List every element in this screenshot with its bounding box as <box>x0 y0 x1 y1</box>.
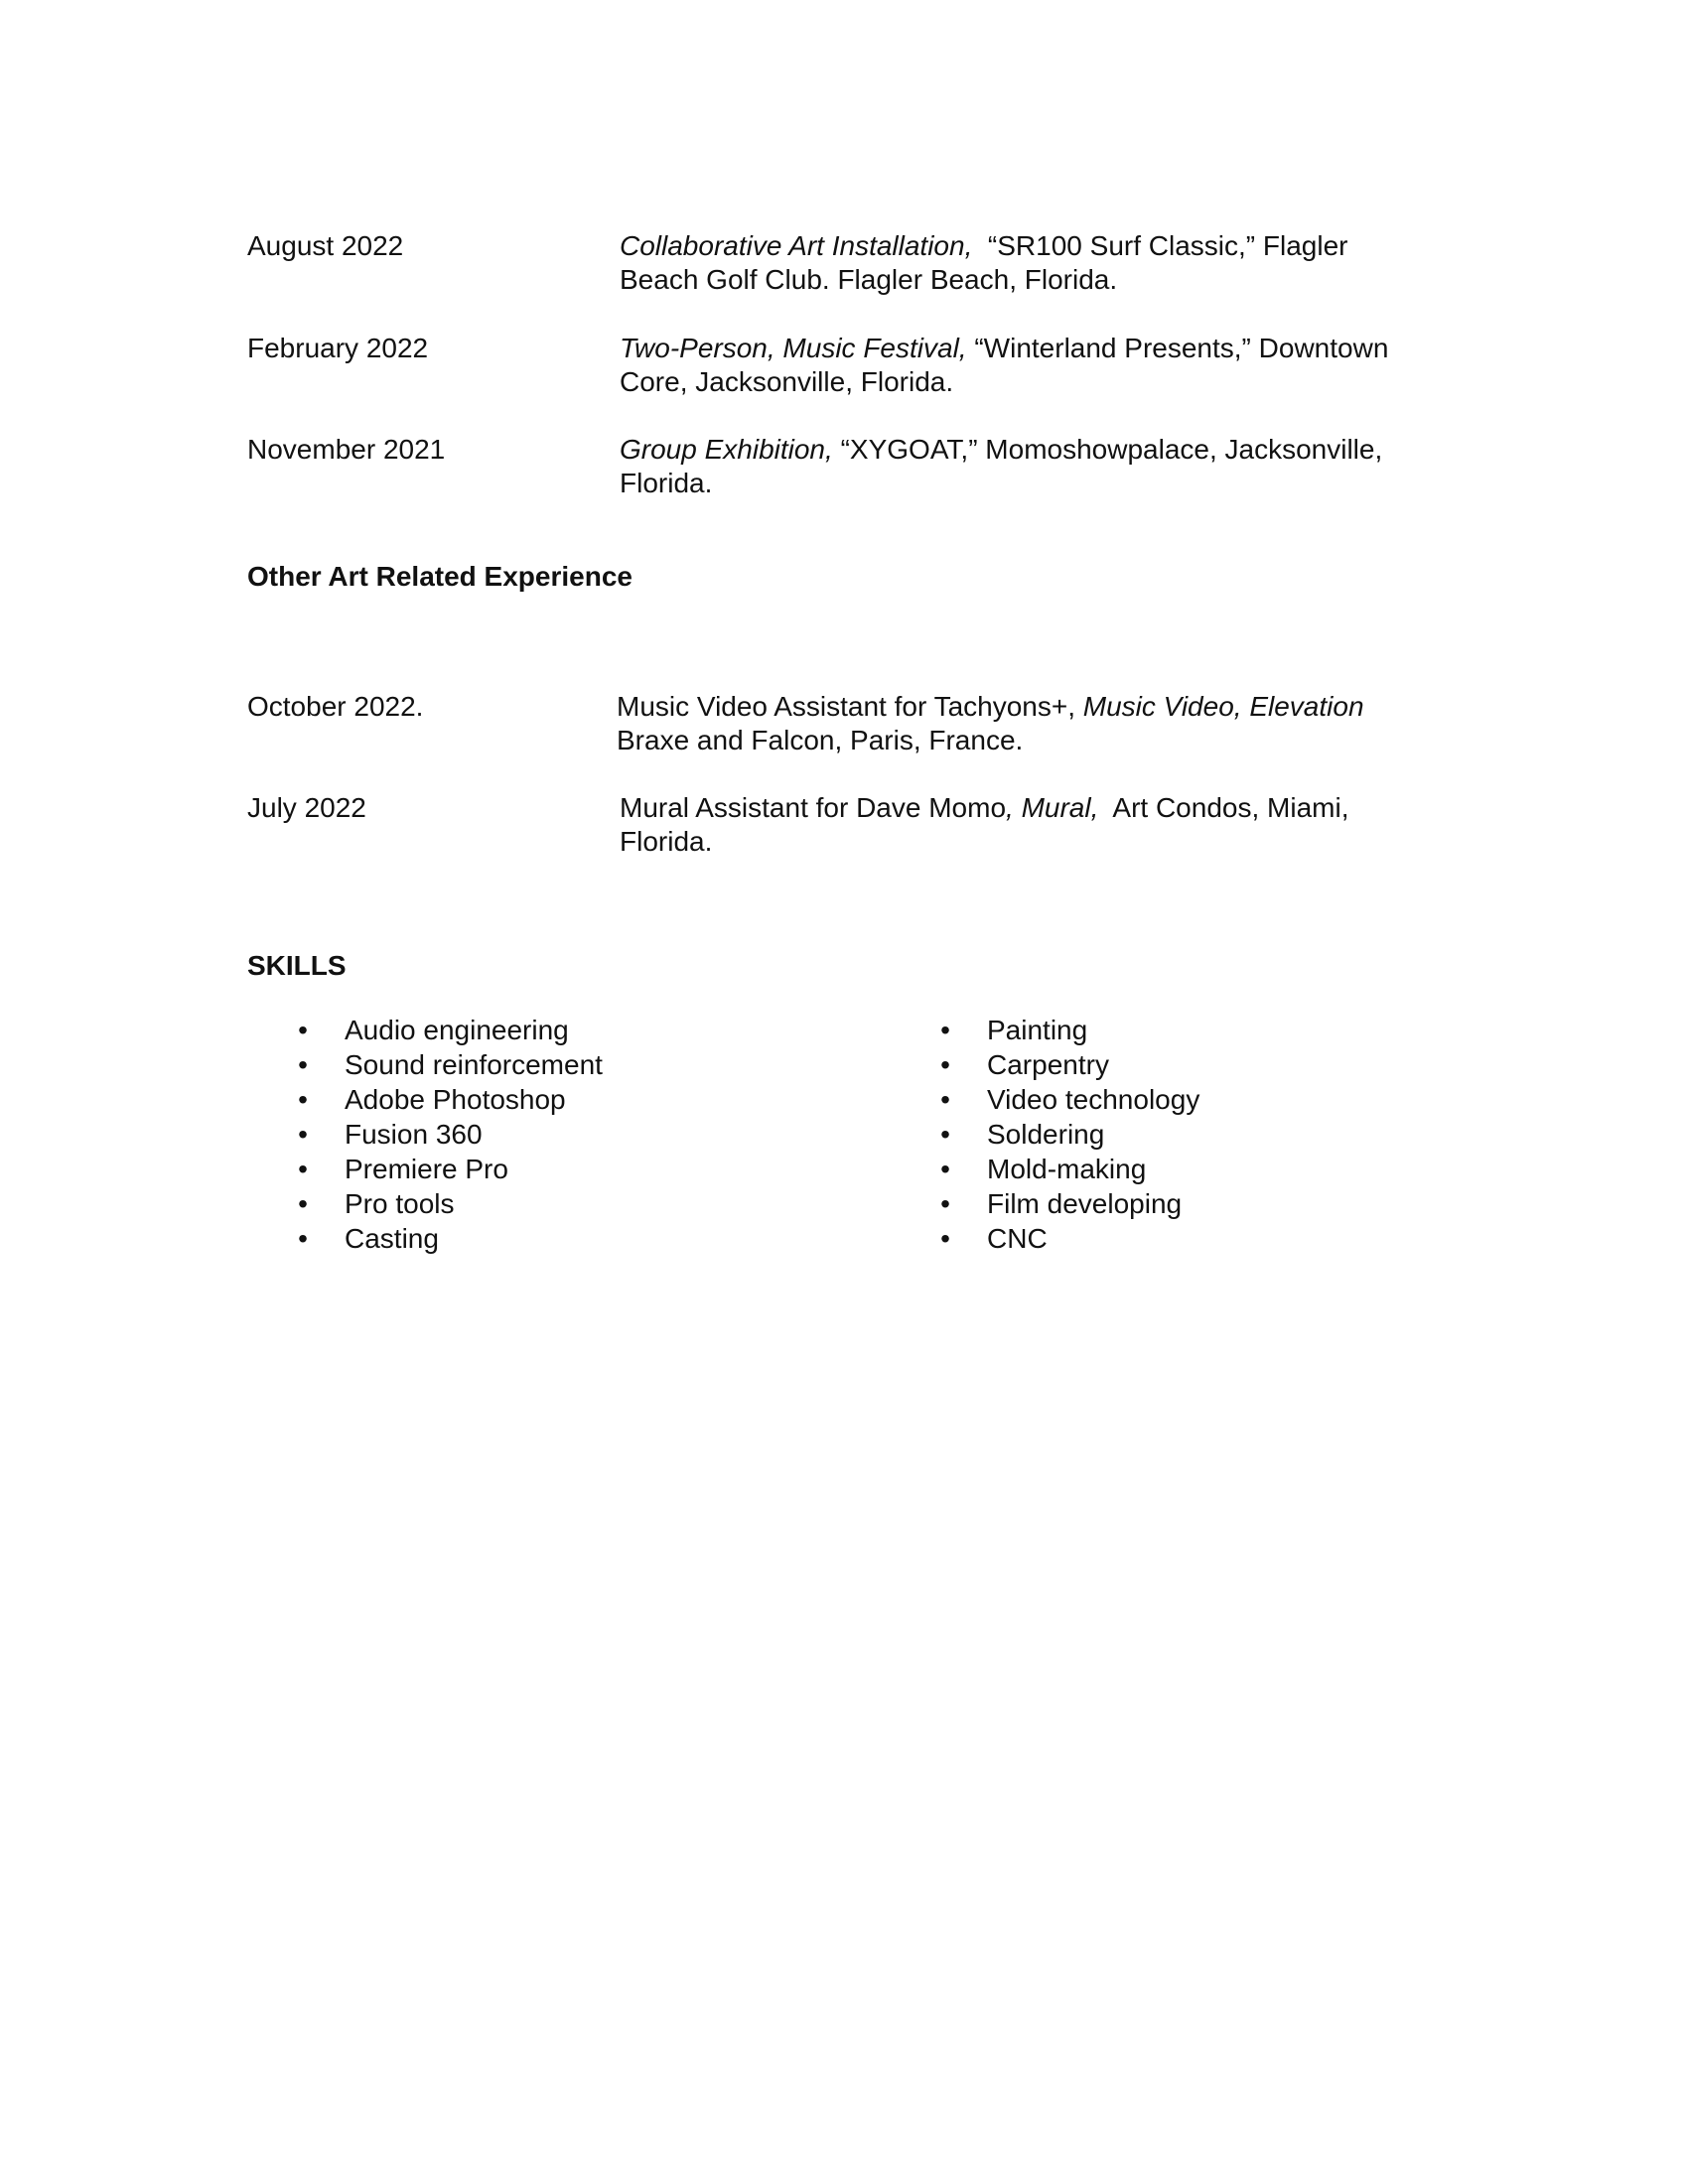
entry-role: Mural Assistant for Dave Momo <box>620 792 1007 823</box>
skill-item <box>293 1082 603 1117</box>
skill-item <box>293 1047 603 1082</box>
skill-label: Premiere Pro <box>345 1154 508 1184</box>
skill-item <box>935 1082 1199 1117</box>
bullet-icon: • <box>940 1049 950 1080</box>
skill-label: Mold-making <box>987 1154 1147 1184</box>
entry-details: Art Condos, Miami, Florida. <box>620 792 1357 857</box>
skills-heading: SKILLS <box>247 950 347 981</box>
bullet-icon: • <box>940 1119 950 1150</box>
skill-label: Adobe Photoshop <box>345 1084 566 1115</box>
entry-date: October 2022. <box>247 691 424 722</box>
entry-project: , Mural, <box>1006 792 1099 823</box>
skill-item <box>293 1013 603 1047</box>
skill-label: CNC <box>987 1223 1048 1254</box>
skill-item <box>935 1152 1199 1186</box>
entry-description <box>620 332 1434 399</box>
entry-type: Two-Person, Music Festival, <box>620 333 967 363</box>
other-experience-heading: Other Art Related Experience <box>247 561 633 592</box>
bullet-icon: • <box>940 1015 950 1045</box>
skills-list-right <box>935 1013 1199 1256</box>
entry-description <box>620 433 1434 500</box>
skill-item <box>293 1186 603 1221</box>
skill-label: Casting <box>345 1223 439 1254</box>
entry-details: “XYGOAT,” Momoshowpalace, Jacksonville, Florida. <box>620 434 1383 498</box>
skill-item <box>935 1013 1199 1047</box>
skill-label: Carpentry <box>987 1049 1109 1080</box>
skill-item <box>935 1047 1199 1082</box>
skill-item <box>935 1221 1199 1256</box>
entry-separator <box>833 434 841 465</box>
bullet-icon: • <box>298 1119 308 1150</box>
skill-label: Film developing <box>987 1188 1183 1219</box>
bullet-icon: • <box>298 1015 308 1045</box>
skill-label: Sound reinforcement <box>345 1049 603 1080</box>
entry-date: August 2022 <box>247 230 404 261</box>
entry-type: Group Exhibition, <box>620 434 833 465</box>
bullet-icon: • <box>298 1084 308 1115</box>
skill-item <box>293 1117 603 1152</box>
entry-date: November 2021 <box>247 434 446 465</box>
skill-label: Audio engineering <box>345 1015 569 1045</box>
skills-list-left <box>293 1013 603 1256</box>
entry-description <box>617 690 1431 757</box>
entry-date: February 2022 <box>247 333 429 363</box>
entry-details: “Winterland Presents,” Downtown Core, Jacksonville, Florida. <box>620 333 1389 397</box>
bullet-icon: • <box>298 1049 308 1080</box>
skill-item <box>935 1186 1199 1221</box>
entry-type: Collaborative Art Installation, <box>620 230 973 261</box>
bullet-icon: • <box>298 1154 308 1184</box>
skill-label: Fusion 360 <box>345 1119 483 1150</box>
bullet-icon: • <box>940 1154 950 1184</box>
bullet-icon: • <box>298 1188 308 1219</box>
bullet-icon: • <box>298 1223 308 1254</box>
bullet-icon: • <box>940 1084 950 1115</box>
skill-label: Pro tools <box>345 1188 455 1219</box>
entry-description <box>620 791 1434 859</box>
skill-label: Painting <box>987 1015 1088 1045</box>
entry-details: “SR100 Surf Classic,” Flagler Beach Golf Club. Flagler Beach, Florida. <box>620 230 1348 295</box>
skill-item <box>935 1117 1199 1152</box>
entry-details: Braxe and Falcon, Paris, France. <box>617 691 1372 755</box>
entry-separator <box>972 230 988 261</box>
skill-item <box>293 1221 603 1256</box>
skill-label: Soldering <box>987 1119 1105 1150</box>
bullet-icon: • <box>940 1188 950 1219</box>
entry-date: July 2022 <box>247 792 366 823</box>
skill-item <box>293 1152 603 1186</box>
bullet-icon: • <box>940 1223 950 1254</box>
entry-project: Music Video, Elevation <box>1082 691 1364 722</box>
skill-label: Video technology <box>987 1084 1200 1115</box>
entry-role: Music Video Assistant for Tachyons+, <box>617 691 1083 722</box>
entry-description <box>620 229 1434 297</box>
